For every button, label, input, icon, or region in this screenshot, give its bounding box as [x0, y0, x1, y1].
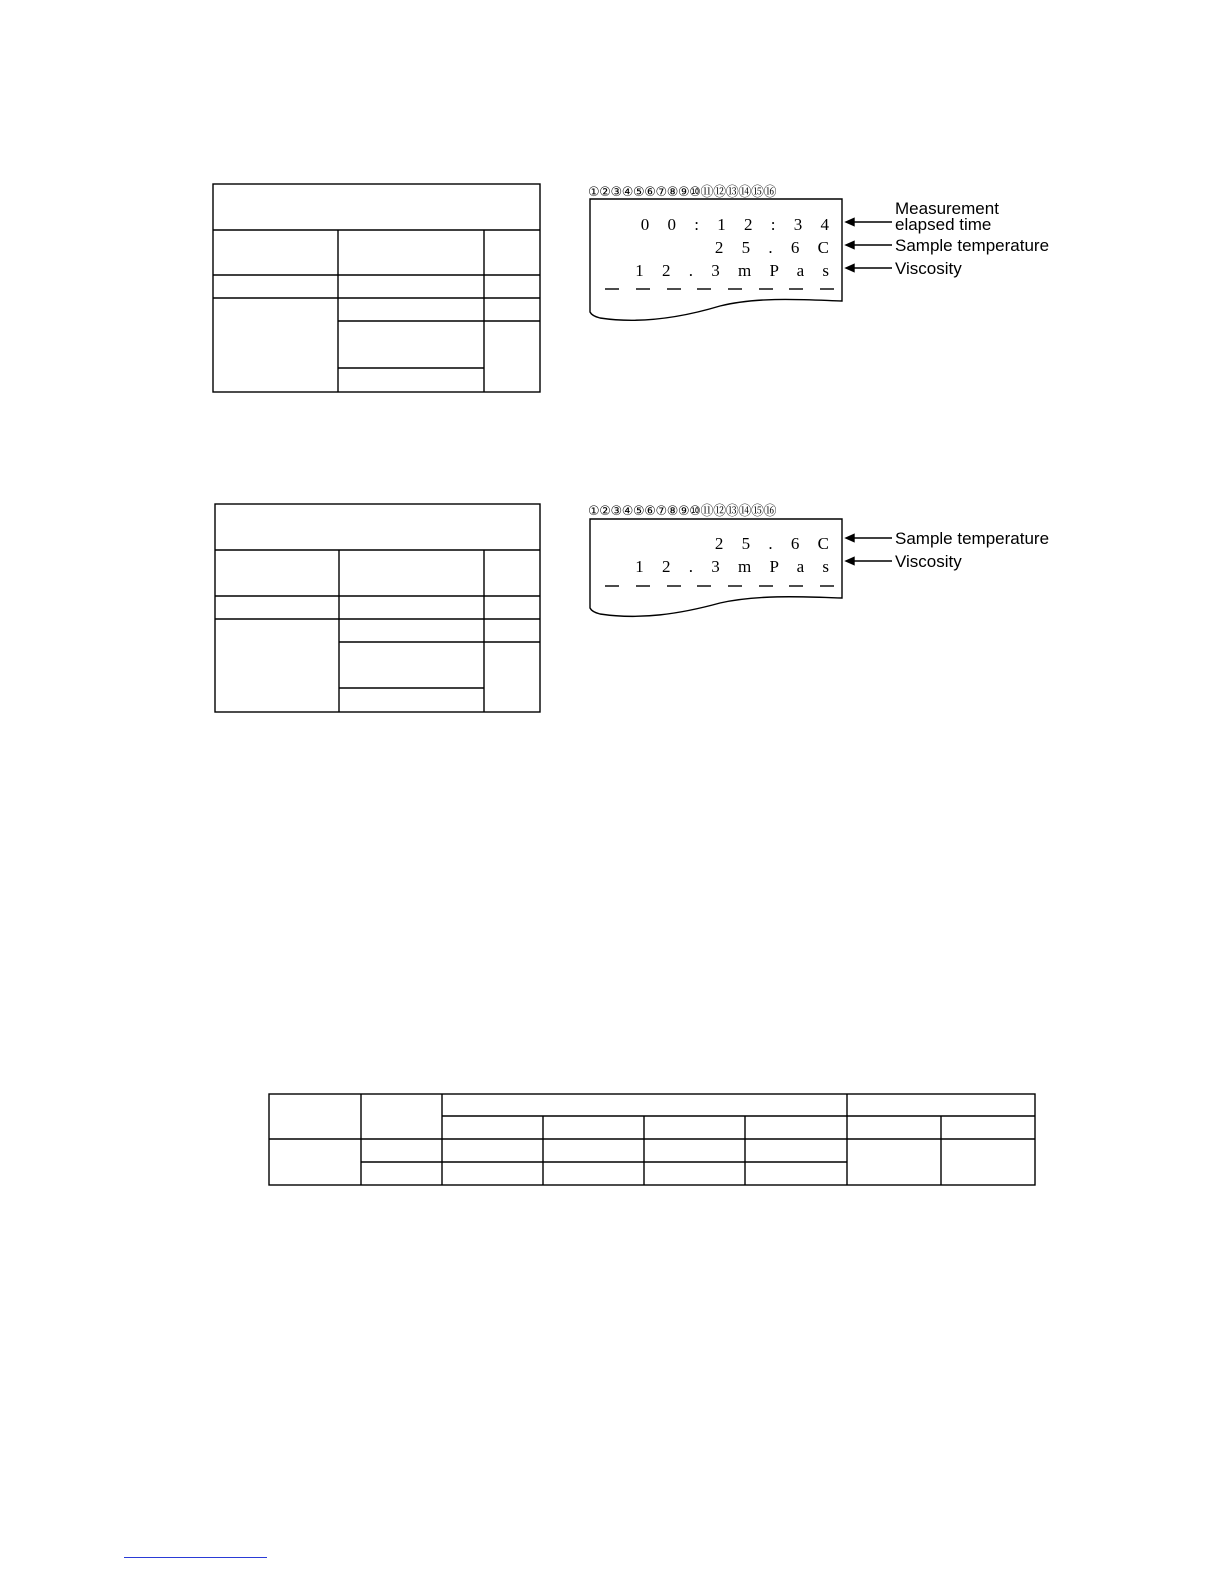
- column-numbers: ①②③④⑤⑥⑦⑧⑨⑩⑪⑫⑬⑭⑮⑯: [588, 504, 777, 519]
- label-viscosity: Viscosity: [895, 552, 962, 571]
- printout-line-temperature: 2 5 . 6 C: [714, 534, 836, 553]
- printout-line-elapsed-time: 0 0 : 1 2 : 3 4: [640, 215, 836, 234]
- footer-link-underline[interactable]: [124, 1557, 267, 1558]
- printout-line-viscosity: 1 2 . 3 m P a s: [635, 557, 836, 576]
- label-measurement: Measurement: [895, 199, 999, 218]
- column-numbers: ①②③④⑤⑥⑦⑧⑨⑩⑪⑫⑬⑭⑮⑯: [588, 185, 777, 200]
- label-sample-temperature: Sample temperature: [895, 529, 1050, 548]
- label-sample-temperature: Sample temperature: [895, 236, 1050, 255]
- printout-line-viscosity: 1 2 . 3 m P a s: [635, 261, 836, 280]
- printout-line-temperature: 2 5 . 6 C: [714, 238, 836, 257]
- label-elapsed-time: elapsed time: [895, 215, 992, 234]
- label-viscosity: Viscosity: [895, 259, 962, 278]
